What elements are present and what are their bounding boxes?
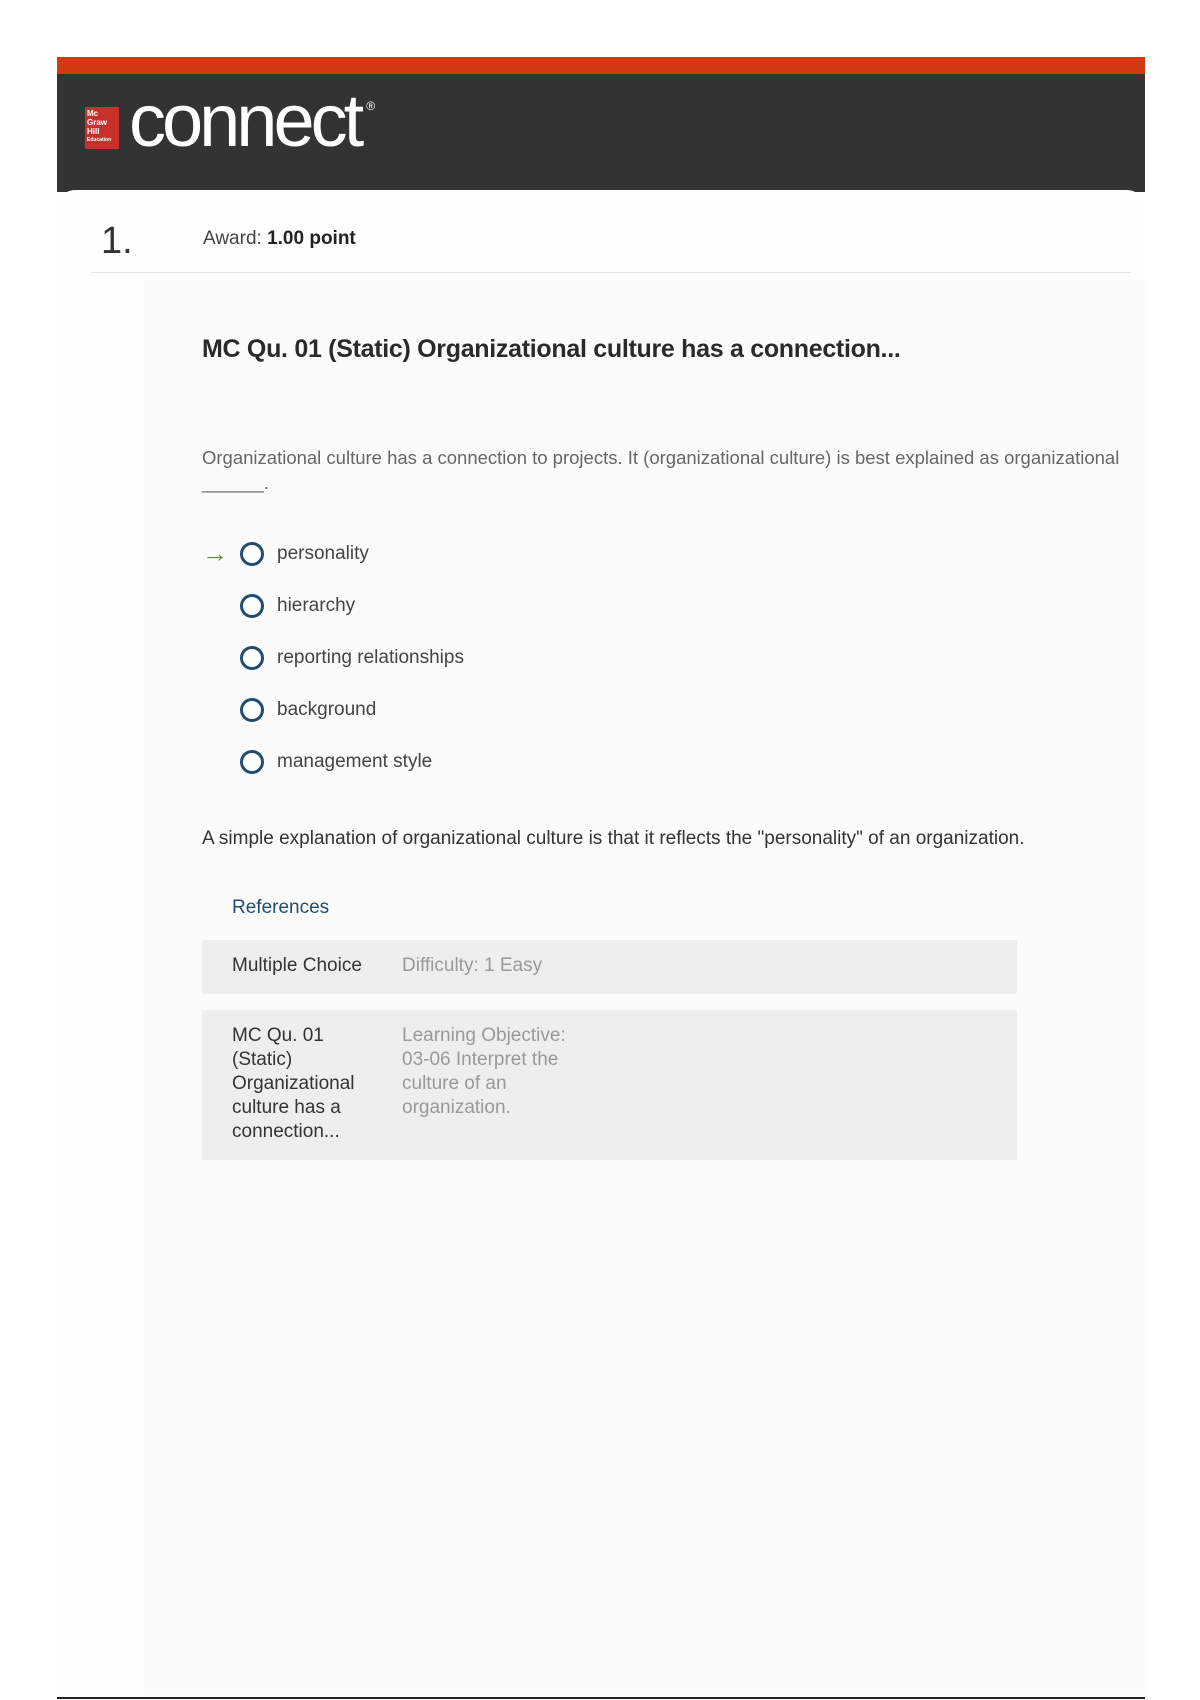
question-card <box>57 190 1145 1695</box>
registered-mark: ® <box>366 99 376 113</box>
bottom-rule <box>57 1697 1145 1699</box>
answer-explanation: A simple explanation of organizational culture is that it reflects the "personality" of an organization. <box>202 828 1025 849</box>
publisher-logo: Mc Graw Hill Education <box>85 107 119 149</box>
reference-value: Learning Objective: 03-06 Interpret the culture of an organization. <box>402 1025 566 1118</box>
header-divider <box>91 272 1131 273</box>
accent-stripe <box>57 57 1145 74</box>
option-label: background <box>277 699 377 720</box>
radio-unselected-icon[interactable] <box>240 646 264 670</box>
radio-unselected-icon[interactable] <box>240 698 264 722</box>
page-frame <box>57 57 1145 1697</box>
award-info <box>203 228 356 250</box>
reference-row <box>202 1010 1017 1160</box>
reference-value: Difficulty: 1 Easy <box>402 955 543 976</box>
question-title: MC Qu. 01 (Static) Organizational culture has a connection... <box>202 335 901 363</box>
reference-key: MC Qu. 01 (Static) Organizational culture has a connection... <box>232 1025 355 1142</box>
award-label: Award: <box>203 228 262 249</box>
brand-wordmark: connect ® <box>129 79 376 162</box>
question-prompt: Organizational culture has a connection to projects. It (organizational culture) is best explained as organizational ______. <box>202 447 1120 493</box>
app-header <box>57 74 1145 192</box>
reference-row <box>202 940 1017 994</box>
award-value: 1.00 point <box>267 228 356 249</box>
radio-unselected-icon[interactable] <box>240 542 264 566</box>
option-label: personality <box>277 543 369 564</box>
radio-unselected-icon[interactable] <box>240 750 264 774</box>
option-label: management style <box>277 751 433 772</box>
references-heading[interactable]: References <box>232 897 330 918</box>
reference-key: Multiple Choice <box>232 955 362 976</box>
option-label: hierarchy <box>277 595 356 616</box>
option-label: reporting relationships <box>277 647 464 668</box>
arrow-right-icon: → <box>202 538 228 568</box>
radio-unselected-icon[interactable] <box>240 594 264 618</box>
question-number: 1. <box>101 220 133 262</box>
